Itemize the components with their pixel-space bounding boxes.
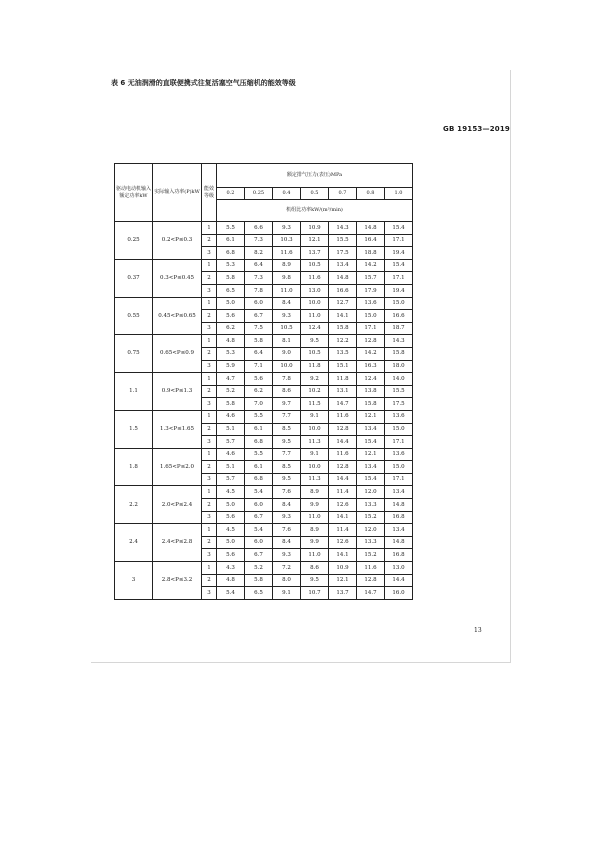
- grade-cell: 2: [202, 385, 217, 398]
- header-efficiency-grade: 能效等级: [202, 164, 217, 222]
- value-cell: 8.4: [273, 536, 301, 549]
- value-cell: 12.4: [357, 373, 385, 386]
- grade-cell: 3: [202, 511, 217, 524]
- value-cell: 6.7: [245, 310, 273, 323]
- value-cell: 12.1: [301, 234, 329, 247]
- value-cell: 13.4: [357, 423, 385, 436]
- grade-cell: 3: [202, 247, 217, 260]
- value-cell: 10.3: [273, 234, 301, 247]
- value-cell: 8.1: [273, 335, 301, 348]
- value-cell: 7.8: [245, 284, 273, 297]
- table-row: [115, 448, 413, 461]
- value-cell: 8.4: [273, 499, 301, 512]
- motor-power-cell: 1.8: [115, 448, 153, 486]
- pressure-header-cell: 0.8: [357, 188, 385, 200]
- grade-cell: 3: [202, 284, 217, 297]
- value-cell: 10.0: [273, 360, 301, 373]
- grade-cell: 2: [202, 499, 217, 512]
- value-cell: 12.8: [329, 461, 357, 474]
- value-cell: 6.7: [245, 511, 273, 524]
- grade-cell: 1: [202, 297, 217, 310]
- value-cell: 19.4: [385, 284, 413, 297]
- value-cell: 5.4: [217, 587, 245, 600]
- value-cell: 9.5: [301, 335, 329, 348]
- value-cell: 5.0: [217, 499, 245, 512]
- value-cell: 10.5: [301, 259, 329, 272]
- value-cell: 18.7: [385, 322, 413, 335]
- grade-cell: 3: [202, 587, 217, 600]
- value-cell: 6.4: [245, 259, 273, 272]
- value-cell: 5.5: [217, 222, 245, 235]
- table-row: [115, 259, 413, 272]
- value-cell: 11.6: [357, 562, 385, 575]
- value-cell: 14.8: [329, 272, 357, 285]
- value-cell: 9.3: [273, 310, 301, 323]
- value-cell: 8.9: [301, 486, 329, 499]
- value-cell: 5.0: [217, 297, 245, 310]
- value-cell: 14.2: [357, 259, 385, 272]
- value-cell: 9.9: [301, 499, 329, 512]
- value-cell: 14.4: [329, 436, 357, 449]
- grade-cell: 2: [202, 347, 217, 360]
- value-cell: 10.2: [301, 385, 329, 398]
- value-cell: 13.4: [357, 461, 385, 474]
- value-cell: 5.3: [217, 347, 245, 360]
- motor-power-cell: 0.55: [115, 297, 153, 335]
- value-cell: 5.8: [245, 574, 273, 587]
- value-cell: 12.6: [329, 499, 357, 512]
- grade-cell: 3: [202, 549, 217, 562]
- table-title: 表 6 无油润滑的直联便携式往复活塞空气压缩机的能效等级: [111, 79, 296, 87]
- value-cell: 18.0: [385, 360, 413, 373]
- value-cell: 9.5: [273, 473, 301, 486]
- value-cell: 7.6: [273, 524, 301, 537]
- value-cell: 5.7: [217, 436, 245, 449]
- value-cell: 11.4: [329, 524, 357, 537]
- power-range-cell: 0.9<P≤1.3: [153, 373, 202, 411]
- value-cell: 11.6: [273, 247, 301, 260]
- pressure-header-cell: 0.7: [329, 188, 357, 200]
- header-actual-power: 实际输入功率(P)kW: [153, 164, 202, 222]
- value-cell: 7.3: [245, 234, 273, 247]
- grade-cell: 2: [202, 272, 217, 285]
- value-cell: 17.1: [385, 234, 413, 247]
- value-cell: 6.8: [245, 436, 273, 449]
- value-cell: 5.8: [217, 272, 245, 285]
- value-cell: 13.0: [301, 284, 329, 297]
- value-cell: 5.4: [245, 524, 273, 537]
- grade-cell: 1: [202, 562, 217, 575]
- value-cell: 5.8: [245, 335, 273, 348]
- value-cell: 16.6: [385, 310, 413, 323]
- power-range-cell: 2.4<P≤2.8: [153, 524, 202, 562]
- value-cell: 12.0: [357, 486, 385, 499]
- value-cell: 6.8: [217, 247, 245, 260]
- value-cell: 4.3: [217, 562, 245, 575]
- value-cell: 15.7: [357, 272, 385, 285]
- value-cell: 15.2: [357, 511, 385, 524]
- power-range-cell: 2.0<P≤2.4: [153, 486, 202, 524]
- grade-cell: 1: [202, 410, 217, 423]
- motor-power-cell: 1.5: [115, 410, 153, 448]
- value-cell: 8.9: [273, 259, 301, 272]
- value-cell: 15.4: [385, 259, 413, 272]
- value-cell: 11.8: [329, 373, 357, 386]
- value-cell: 6.4: [245, 347, 273, 360]
- table-row: [115, 410, 413, 423]
- value-cell: 13.0: [385, 562, 413, 575]
- value-cell: 10.7: [301, 587, 329, 600]
- value-cell: 12.8: [357, 335, 385, 348]
- power-range-cell: 0.2<P≤0.3: [153, 222, 202, 260]
- value-cell: 17.5: [329, 247, 357, 260]
- value-cell: 9.3: [273, 511, 301, 524]
- motor-power-cell: 0.37: [115, 259, 153, 297]
- value-cell: 5.6: [245, 373, 273, 386]
- value-cell: 14.8: [385, 536, 413, 549]
- value-cell: 10.0: [301, 461, 329, 474]
- value-cell: 10.9: [301, 222, 329, 235]
- value-cell: 15.5: [385, 385, 413, 398]
- grade-cell: 2: [202, 423, 217, 436]
- value-cell: 14.3: [329, 222, 357, 235]
- grade-cell: 2: [202, 574, 217, 587]
- power-range-cell: 1.3<P≤1.65: [153, 410, 202, 448]
- value-cell: 6.1: [245, 461, 273, 474]
- value-cell: 15.5: [329, 234, 357, 247]
- pressure-header-cell: 0.4: [273, 188, 301, 200]
- header-pressure: 额定排气压力(表压)MPa: [217, 164, 413, 188]
- value-cell: 9.3: [273, 549, 301, 562]
- efficiency-table: [114, 163, 413, 600]
- pressure-header-cell: 0.5: [301, 188, 329, 200]
- value-cell: 11.0: [301, 310, 329, 323]
- table-row: [115, 222, 413, 235]
- grade-cell: 1: [202, 222, 217, 235]
- value-cell: 10.0: [301, 423, 329, 436]
- value-cell: 15.4: [357, 436, 385, 449]
- value-cell: 16.6: [329, 284, 357, 297]
- value-cell: 15.1: [329, 360, 357, 373]
- value-cell: 4.5: [217, 486, 245, 499]
- value-cell: 10.5: [301, 347, 329, 360]
- table-row: [115, 335, 413, 348]
- value-cell: 7.1: [245, 360, 273, 373]
- value-cell: 15.0: [385, 461, 413, 474]
- value-cell: 11.0: [301, 511, 329, 524]
- motor-power-cell: 0.75: [115, 335, 153, 373]
- value-cell: 9.1: [301, 410, 329, 423]
- value-cell: 13.4: [329, 259, 357, 272]
- value-cell: 15.8: [329, 322, 357, 335]
- value-cell: 14.7: [329, 398, 357, 411]
- value-cell: 7.7: [273, 410, 301, 423]
- value-cell: 13.8: [357, 385, 385, 398]
- grade-cell: 1: [202, 524, 217, 537]
- value-cell: 9.5: [273, 436, 301, 449]
- value-cell: 17.9: [357, 284, 385, 297]
- value-cell: 11.4: [329, 486, 357, 499]
- value-cell: 17.1: [357, 322, 385, 335]
- value-cell: 13.6: [385, 448, 413, 461]
- grade-cell: 1: [202, 335, 217, 348]
- value-cell: 14.1: [329, 511, 357, 524]
- value-cell: 13.5: [329, 347, 357, 360]
- grade-cell: 3: [202, 360, 217, 373]
- value-cell: 8.0: [273, 574, 301, 587]
- value-cell: 6.0: [245, 536, 273, 549]
- value-cell: 10.5: [273, 322, 301, 335]
- value-cell: 17.1: [385, 473, 413, 486]
- pressure-header-cell: 0.2: [217, 188, 245, 200]
- value-cell: 18.8: [357, 247, 385, 260]
- value-cell: 11.3: [301, 473, 329, 486]
- value-cell: 6.6: [245, 222, 273, 235]
- value-cell: 12.4: [301, 322, 329, 335]
- value-cell: 4.6: [217, 448, 245, 461]
- value-cell: 8.6: [301, 562, 329, 575]
- value-cell: 11.8: [301, 360, 329, 373]
- value-cell: 6.1: [217, 234, 245, 247]
- value-cell: 12.1: [329, 574, 357, 587]
- grade-cell: 1: [202, 373, 217, 386]
- value-cell: 13.7: [329, 587, 357, 600]
- pressure-header-cell: 1.0: [385, 188, 413, 200]
- value-cell: 14.4: [329, 473, 357, 486]
- table-row: [115, 524, 413, 537]
- table-row: [115, 562, 413, 575]
- value-cell: 9.1: [301, 448, 329, 461]
- value-cell: 16.4: [357, 234, 385, 247]
- value-cell: 15.4: [385, 222, 413, 235]
- value-cell: 7.8: [273, 373, 301, 386]
- value-cell: 6.7: [245, 549, 273, 562]
- grade-cell: 2: [202, 536, 217, 549]
- value-cell: 14.3: [385, 335, 413, 348]
- value-cell: 11.6: [301, 272, 329, 285]
- value-cell: 5.0: [217, 536, 245, 549]
- value-cell: 8.2: [245, 247, 273, 260]
- value-cell: 5.9: [217, 360, 245, 373]
- value-cell: 14.0: [385, 373, 413, 386]
- value-cell: 16.8: [385, 511, 413, 524]
- value-cell: 6.1: [245, 423, 273, 436]
- value-cell: 8.5: [273, 423, 301, 436]
- value-cell: 4.7: [217, 373, 245, 386]
- value-cell: 17.1: [385, 272, 413, 285]
- value-cell: 6.2: [217, 322, 245, 335]
- value-cell: 6.8: [245, 473, 273, 486]
- grade-cell: 1: [202, 448, 217, 461]
- power-range-cell: 0.65<P≤0.9: [153, 335, 202, 373]
- value-cell: 14.8: [357, 222, 385, 235]
- table-body: [115, 222, 413, 600]
- power-range-cell: 0.45<P≤0.65: [153, 297, 202, 335]
- value-cell: 14.2: [357, 347, 385, 360]
- value-cell: 9.9: [301, 536, 329, 549]
- value-cell: 13.4: [385, 486, 413, 499]
- value-cell: 9.8: [273, 272, 301, 285]
- value-cell: 5.6: [217, 511, 245, 524]
- value-cell: 11.6: [329, 448, 357, 461]
- value-cell: 15.8: [385, 347, 413, 360]
- value-cell: 14.8: [385, 499, 413, 512]
- value-cell: 6.5: [245, 587, 273, 600]
- value-cell: 12.1: [357, 448, 385, 461]
- power-range-cell: 0.3<P≤0.45: [153, 259, 202, 297]
- value-cell: 5.4: [245, 486, 273, 499]
- value-cell: 15.2: [357, 549, 385, 562]
- value-cell: 9.0: [273, 347, 301, 360]
- value-cell: 5.2: [217, 385, 245, 398]
- value-cell: 9.3: [273, 222, 301, 235]
- value-cell: 4.8: [217, 574, 245, 587]
- value-cell: 9.7: [273, 398, 301, 411]
- value-cell: 9.2: [301, 373, 329, 386]
- value-cell: 7.6: [273, 486, 301, 499]
- value-cell: 7.3: [245, 272, 273, 285]
- value-cell: 15.0: [357, 310, 385, 323]
- value-cell: 15.0: [385, 423, 413, 436]
- grade-cell: 2: [202, 234, 217, 247]
- value-cell: 9.1: [273, 587, 301, 600]
- value-cell: 12.2: [329, 335, 357, 348]
- value-cell: 12.8: [329, 423, 357, 436]
- value-cell: 12.6: [329, 536, 357, 549]
- value-cell: 5.1: [217, 423, 245, 436]
- grade-cell: 3: [202, 322, 217, 335]
- value-cell: 10.9: [329, 562, 357, 575]
- value-cell: 11.6: [329, 410, 357, 423]
- value-cell: 5.5: [245, 448, 273, 461]
- value-cell: 10.0: [301, 297, 329, 310]
- header-specific-power: 机组比功率kW/(m³/min): [217, 200, 413, 222]
- value-cell: 13.4: [385, 524, 413, 537]
- value-cell: 13.6: [357, 297, 385, 310]
- value-cell: 15.8: [357, 398, 385, 411]
- value-cell: 11.0: [273, 284, 301, 297]
- value-cell: 7.0: [245, 398, 273, 411]
- motor-power-cell: 3: [115, 562, 153, 600]
- table-row: [115, 486, 413, 499]
- value-cell: 5.6: [217, 549, 245, 562]
- value-cell: 16.8: [385, 549, 413, 562]
- value-cell: 5.3: [217, 259, 245, 272]
- value-cell: 13.3: [357, 536, 385, 549]
- header-motor-power: 驱动电动机输入额定功率kW: [115, 164, 153, 222]
- value-cell: 16.3: [357, 360, 385, 373]
- value-cell: 16.0: [385, 587, 413, 600]
- value-cell: 7.7: [273, 448, 301, 461]
- value-cell: 12.7: [329, 297, 357, 310]
- value-cell: 5.8: [217, 398, 245, 411]
- value-cell: 15.4: [357, 473, 385, 486]
- value-cell: 11.0: [301, 549, 329, 562]
- value-cell: 14.1: [329, 549, 357, 562]
- motor-power-cell: 1.1: [115, 373, 153, 411]
- table-row: [115, 373, 413, 386]
- grade-cell: 3: [202, 436, 217, 449]
- value-cell: 5.7: [217, 473, 245, 486]
- value-cell: 5.1: [217, 461, 245, 474]
- value-cell: 11.3: [301, 436, 329, 449]
- value-cell: 17.5: [385, 398, 413, 411]
- motor-power-cell: 2.4: [115, 524, 153, 562]
- value-cell: 15.0: [385, 297, 413, 310]
- value-cell: 12.8: [357, 574, 385, 587]
- value-cell: 8.9: [301, 524, 329, 537]
- value-cell: 14.4: [385, 574, 413, 587]
- motor-power-cell: 2.2: [115, 486, 153, 524]
- power-range-cell: 1.65<P≤2.0: [153, 448, 202, 486]
- pressure-header-cell: 0.25: [245, 188, 273, 200]
- value-cell: 6.0: [245, 499, 273, 512]
- value-cell: 6.5: [217, 284, 245, 297]
- value-cell: 19.4: [385, 247, 413, 260]
- grade-cell: 1: [202, 259, 217, 272]
- grade-cell: 1: [202, 486, 217, 499]
- power-range-cell: 2.8<P≤3.2: [153, 562, 202, 600]
- value-cell: 13.1: [329, 385, 357, 398]
- value-cell: 17.1: [385, 436, 413, 449]
- value-cell: 9.5: [301, 574, 329, 587]
- grade-cell: 3: [202, 398, 217, 411]
- value-cell: 6.0: [245, 297, 273, 310]
- value-cell: 6.2: [245, 385, 273, 398]
- value-cell: 4.8: [217, 335, 245, 348]
- value-cell: 4.5: [217, 524, 245, 537]
- value-cell: 14.1: [329, 310, 357, 323]
- value-cell: 7.5: [245, 322, 273, 335]
- value-cell: 5.2: [245, 562, 273, 575]
- table-row: [115, 297, 413, 310]
- value-cell: 13.6: [385, 410, 413, 423]
- value-cell: 13.7: [301, 247, 329, 260]
- page-number: 13: [474, 627, 482, 634]
- value-cell: 14.7: [357, 587, 385, 600]
- grade-cell: 2: [202, 461, 217, 474]
- value-cell: 13.3: [357, 499, 385, 512]
- value-cell: 5.5: [245, 410, 273, 423]
- value-cell: 11.5: [301, 398, 329, 411]
- value-cell: 5.6: [217, 310, 245, 323]
- value-cell: 12.0: [357, 524, 385, 537]
- value-cell: 4.6: [217, 410, 245, 423]
- standard-code: GB 19153—2019: [443, 125, 510, 133]
- value-cell: 8.5: [273, 461, 301, 474]
- motor-power-cell: 0.25: [115, 222, 153, 260]
- value-cell: 8.6: [273, 385, 301, 398]
- grade-cell: 3: [202, 473, 217, 486]
- value-cell: 12.1: [357, 410, 385, 423]
- value-cell: 8.4: [273, 297, 301, 310]
- value-cell: 7.2: [273, 562, 301, 575]
- grade-cell: 2: [202, 310, 217, 323]
